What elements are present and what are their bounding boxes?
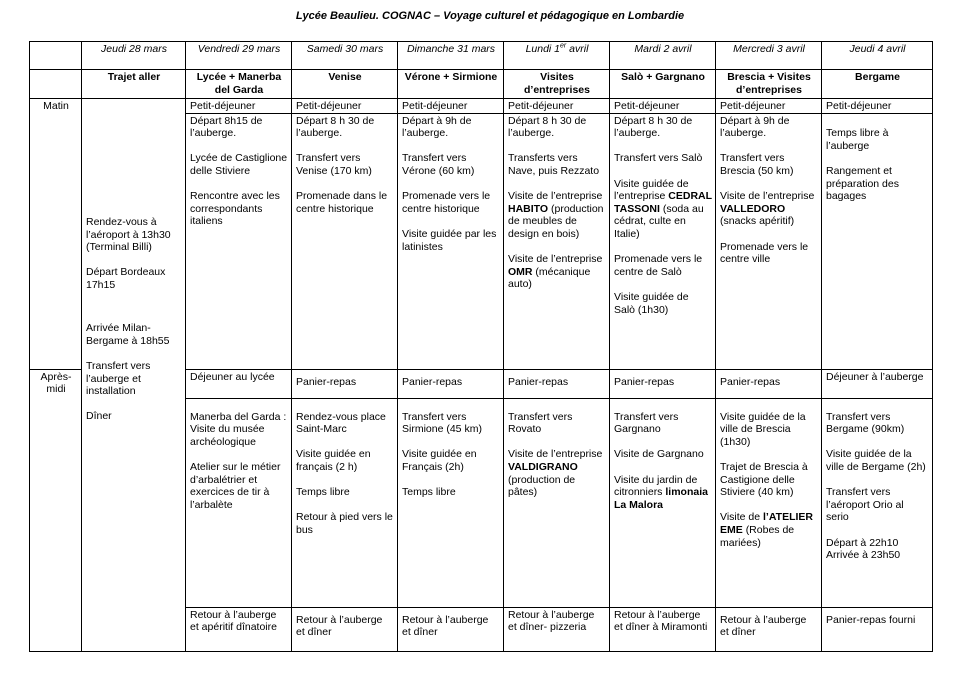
breakfast-row: [30, 99, 933, 114]
thursday-diner: Dîner: [86, 410, 112, 423]
breakfast-sun: Petit-déjeuner: [398, 99, 504, 114]
day-header-tue2: Mardi 2 avril: [610, 42, 716, 70]
company-habito: HABITO: [508, 202, 549, 215]
thursday-rdv: Rendez-vous à l’aéroport à 13h30 (Terminal Billi): [86, 216, 171, 254]
day-header-fri29: Vendredi 29 mars: [186, 42, 292, 70]
company-atelier-eme: l’ATELIER EME: [720, 511, 813, 536]
day-header-wed3: Mercredi 3 avril: [716, 42, 822, 70]
day-header-sun31: Dimanche 31 mars: [398, 42, 504, 70]
corner-cell: [30, 42, 82, 70]
company-limonaia-la-malora: limonaia La Malora: [614, 486, 708, 511]
theme-tue2: Salò + Gargnano: [610, 70, 716, 99]
afternoon-sun: Transfert vers Sirmione (45 km) Visite guidée en Français (2h) Temps libre: [398, 398, 504, 607]
morning-sun: Départ à 9h de l’auberge. Transfert vers Vérone (60 km) Promenade vers le centre historique Visite guidée par les latinistes: [398, 113, 504, 369]
breakfast-fri: Petit-déjeuner: [186, 99, 292, 114]
morning-tue: Départ 8 h 30 de l’auberge. Transfert vers Salò Visite guidée de l’entreprise CEDRAL TASSONI (soda au cédrat, culte en Italie) Promenade vers le centre de Salò Visite guidée de Salò (1h30): [610, 113, 716, 369]
afternoon-tue: Transfert vers Gargnano Visite de Gargnano Visite du jardin de citronniers limonaia La Malora: [610, 398, 716, 607]
lunch-thu4: Déjeuner à l’auberge: [822, 369, 933, 398]
theme-wed3: Brescia + Visites d’entreprises: [716, 70, 822, 99]
day-header-mon1: Lundi 1er avril: [504, 42, 610, 70]
company-valledoro: VALLEDORO: [720, 202, 786, 215]
company-valdigrano: VALDIGRANO: [508, 460, 578, 473]
theme-row: [30, 70, 933, 99]
theme-sat30: Venise: [292, 70, 398, 99]
lunch-fri: Déjeuner au lycée: [186, 369, 292, 398]
breakfast-wed: Petit-déjeuner: [716, 99, 822, 114]
lunch-sun: Panier-repas: [398, 369, 504, 398]
breakfast-tue: Petit-déjeuner: [610, 99, 716, 114]
evening-wed: Retour à l’auberge et dîner: [716, 607, 822, 651]
evening-sat: Retour à l’auberge et dîner: [292, 607, 398, 651]
lunch-wed: Panier-repas: [716, 369, 822, 398]
day-header-sat30: Samedi 30 mars: [292, 42, 398, 70]
company-cedral-tassoni: CEDRAL TASSONI: [614, 190, 712, 215]
evening-thu4: Panier-repas fourni: [822, 607, 933, 651]
evening-fri: Retour à l’auberge et apéritif dînatoire: [186, 607, 292, 651]
evening-sun: Retour à l’auberge et dîner: [398, 607, 504, 651]
document-title: Lycée Beaulieu. COGNAC – Voyage culturel et pédagogique en Lombardie: [295, 10, 685, 22]
evening-mon: Retour à l’auberge et dîner- pizzeria: [504, 607, 610, 651]
theme-fri29: Lycée + Manerba del Garda: [186, 70, 292, 99]
evening-tue: Retour à l’auberge et dîner à Miramonti: [610, 607, 716, 651]
breakfast-sat: Petit-déjeuner: [292, 99, 398, 114]
period-morning: Matin: [30, 99, 82, 370]
afternoon-fri: Manerba del Garda : Visite du musée archéologique Atelier sur le métier d’arbalétrier et exercices de tir à l’arbalète: [186, 398, 292, 607]
theme-sun31: Vérone + Sirmione: [398, 70, 504, 99]
morning-wed: Départ à 9h de l’auberge. Transfert vers Brescia (50 km) Visite de l’entreprise VALLEDORO (snacks apéritif) Promenade vers le centre ville: [716, 113, 822, 369]
lunch-tue: Panier-repas: [610, 369, 716, 398]
breakfast-mon: Petit-déjeuner: [504, 99, 610, 114]
day-header-row: [30, 42, 933, 70]
lunch-sat: Panier-repas: [292, 369, 398, 398]
theme-thu28: Trajet aller: [82, 70, 186, 99]
afternoon-wed: Visite guidée de la ville de Brescia (1h30) Trajet de Brescia à Castigione delle Stiviere (40 km) Visite de l’ATELIER EME (Robes de mariées): [716, 398, 822, 607]
breakfast-thu4: Petit-déjeuner: [822, 99, 933, 114]
theme-corner-cell: [30, 70, 82, 99]
thursday-transfert: Transfert vers l’auberge et installation: [86, 359, 151, 398]
theme-thu4: Bergame: [822, 70, 933, 99]
day-header-thu28: Jeudi 28 mars: [82, 42, 186, 70]
thursday-arrivee: Arrivée Milan-Bergame à 18h55: [86, 322, 170, 347]
theme-mon1: Visites d’entreprises: [504, 70, 610, 99]
afternoon-mon: Transfert vers Rovato Visite de l’entreprise VALDIGRANO (production de pâtes): [504, 398, 610, 607]
company-omr: OMR: [508, 265, 533, 278]
thursday-travel-cell: [82, 99, 186, 652]
morning-fri: Départ 8h15 de l’auberge. Lycée de Castiglione delle Stiviere Rencontre avec les correspondants italiens: [186, 113, 292, 369]
day-header-thu4: Jeudi 4 avril: [822, 42, 933, 70]
morning-thu4: Temps libre à l’auberge Rangement et préparation des bagages: [822, 113, 933, 369]
lunch-mon: Panier-repas: [504, 369, 610, 398]
morning-sat: Départ 8 h 30 de l’auberge. Transfert vers Venise (170 km) Promenade dans le centre historique: [292, 113, 398, 369]
schedule-table: [29, 41, 933, 652]
morning-mon: Départ 8 h 30 de l’auberge. Transferts vers Nave, puis Rezzato Visite de l’entreprise HABITO (production de meubles de design en bois) Visite de l’entreprise OMR (mécanique auto): [504, 113, 610, 369]
period-afternoon: Après- midi: [30, 369, 82, 651]
afternoon-sat: Rendez-vous place Saint-Marc Visite guidée en français (2 h) Temps libre Retour à pied vers le bus: [292, 398, 398, 607]
afternoon-thu4: Transfert vers Bergame (90km) Visite guidée de la ville de Bergame (2h) Transfert vers l’aéroport Orio al serio Départ à 22h10 Arrivée à 23h50: [822, 398, 933, 607]
thursday-depart: Départ Bordeaux 17h15: [86, 266, 166, 291]
